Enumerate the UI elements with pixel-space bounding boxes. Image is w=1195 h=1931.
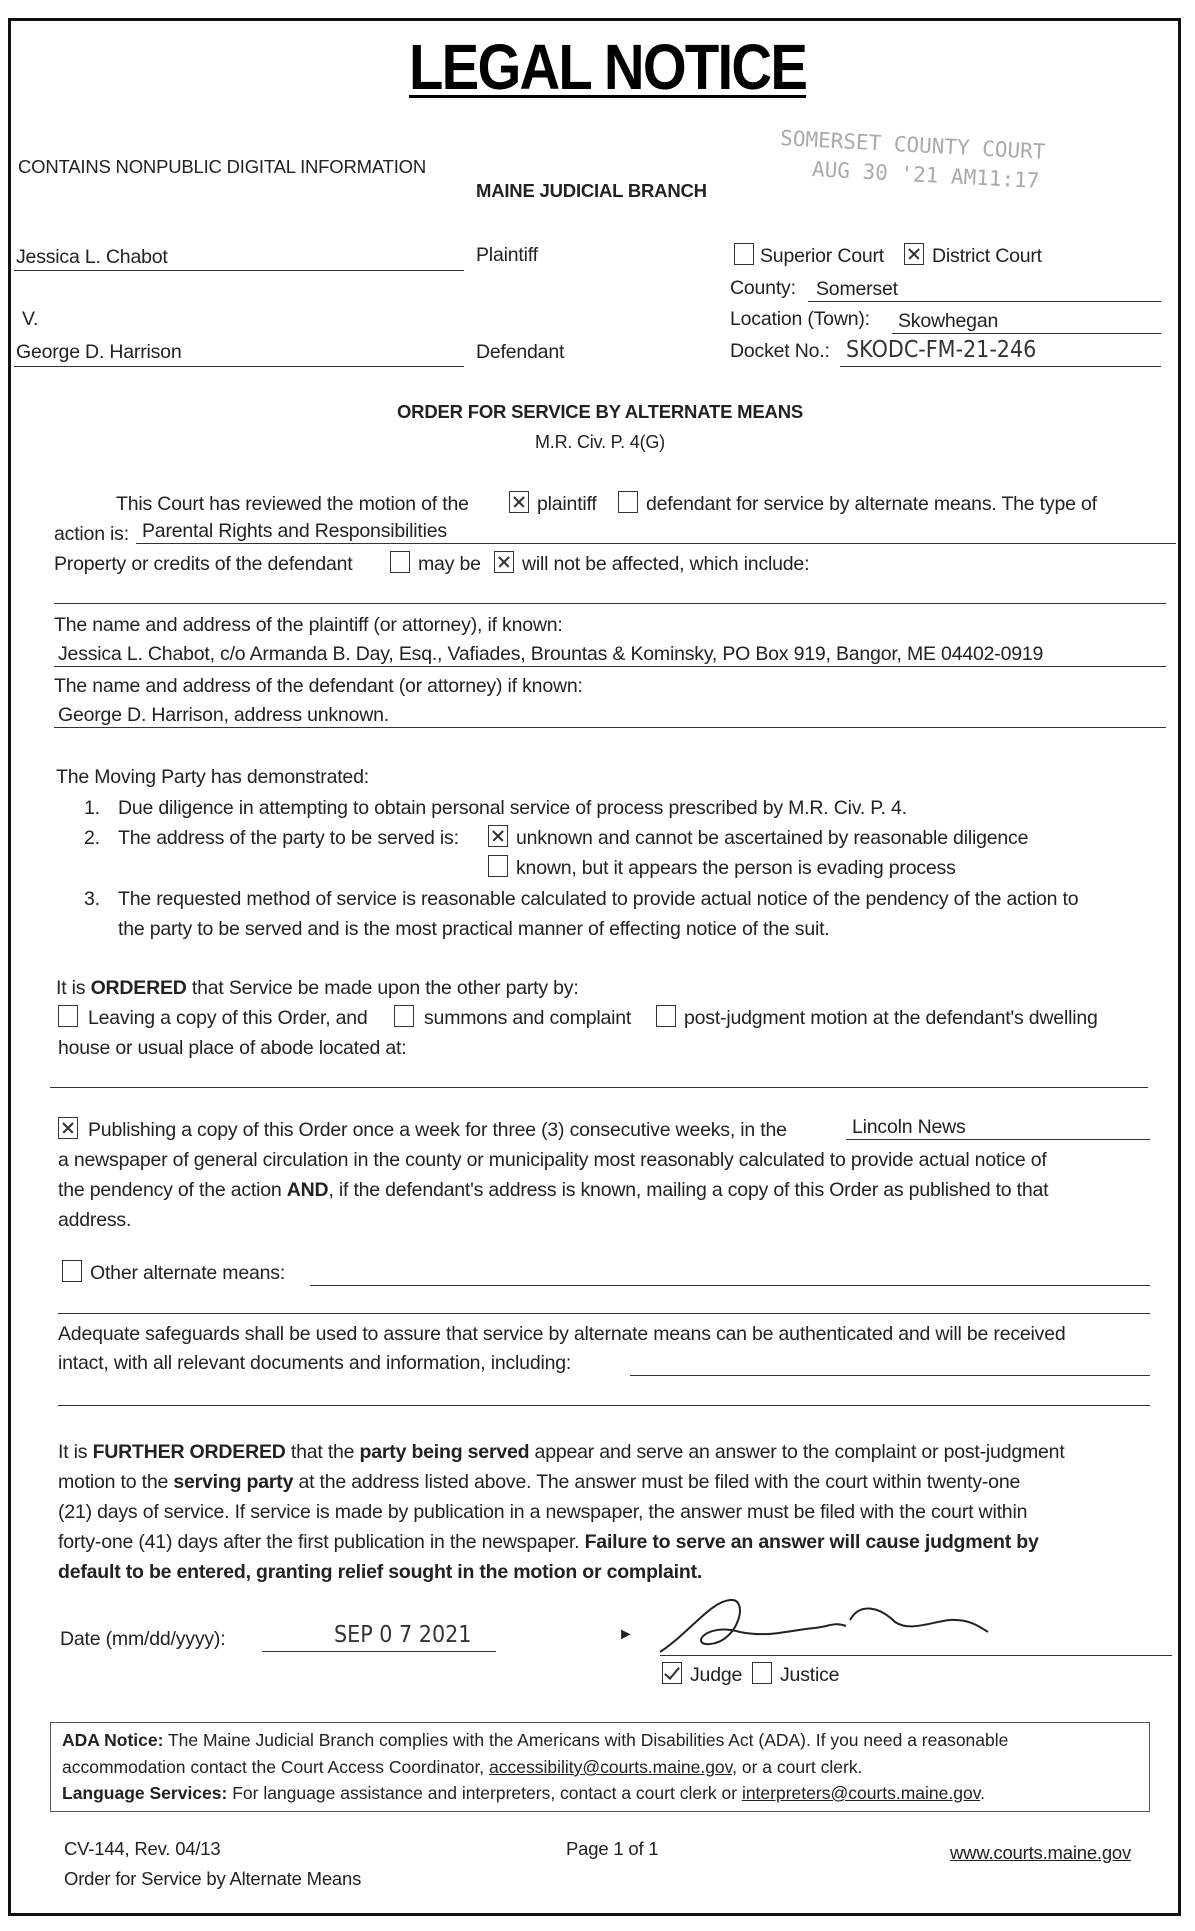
docket-label: Docket No.:: [730, 340, 830, 362]
court-stamp-line2: AUG 30 '21 AM11:17: [811, 157, 1041, 193]
defendant-address-line: [54, 727, 1166, 728]
newspaper-line: [846, 1139, 1150, 1140]
leave-copy-label: Leaving a copy of this Order, and: [88, 1007, 368, 1029]
form-name: Order for Service by Alternate Means: [64, 1868, 362, 1889]
page-title: LEGAL NOTICE: [409, 31, 807, 103]
publishing-line2: a newspaper of general circulation in the county or municipality most reasonably calculated to provide actual notice of: [58, 1149, 1047, 1171]
address-known-label: known, but it appears the person is evading process: [516, 857, 956, 879]
safeguards-line: [630, 1375, 1150, 1376]
action-label: action is:: [54, 523, 129, 545]
plaintiff-motion-checkbox[interactable]: [509, 491, 529, 513]
ada-line1: ADA Notice: The Maine Judicial Branch complies with the Americans with Disabilities Act (ADA). If you need a reasonable: [62, 1730, 1009, 1750]
signature-line: [660, 1655, 1172, 1656]
action-line: [136, 543, 1176, 544]
other-means-line: [310, 1285, 1150, 1286]
justice-checkbox[interactable]: [752, 1662, 772, 1684]
plaintiff-option: plaintiff: [537, 493, 597, 515]
ordered-text: It is ORDERED that Service be made upon the other party by:: [56, 977, 579, 999]
arrow-icon: ►: [618, 1626, 634, 1643]
versus-label: V.: [22, 308, 39, 330]
defendant-line: [14, 366, 464, 367]
further-line1: It is FURTHER ORDERED that the party being served appear and serve an answer to the complaint or post-judgment: [58, 1441, 1065, 1463]
superior-court-label: Superior Court: [760, 245, 885, 267]
plaintiff-address-value: Jessica L. Chabot, c/o Armanda B. Day, Esq., Vafiades, Brountas & Kominsky, PO Box 919, Bangor, ME 04402-0919: [58, 643, 1044, 665]
plaintiff-name: Jessica L. Chabot: [16, 246, 168, 268]
newspaper-name: Lincoln News: [852, 1116, 966, 1138]
order-heading: ORDER FOR SERVICE BY ALTERNATE MEANS: [396, 401, 803, 422]
item2-number: 2.: [84, 827, 100, 849]
defendant-option: defendant for service by alternate means. The type of: [646, 493, 1097, 515]
summons-checkbox[interactable]: [394, 1005, 414, 1027]
publishing-line3: the pendency of the action AND, if the defendant's address is known, mailing a copy of this Order as published to that: [58, 1179, 1049, 1201]
form-id: CV-144, Rev. 04/13: [64, 1838, 221, 1859]
plaintiff-line: [14, 270, 464, 271]
item3-text-line1: The requested method of service is reasonable calculated to provide actual notice of the pendency of the action to: [118, 888, 1079, 910]
post-judgment-label: post-judgment motion at the defendant's dwelling: [684, 1007, 1098, 1029]
plaintiff-address-label: The name and address of the plaintiff (or attorney), if known:: [54, 614, 563, 636]
other-means-label: Other alternate means:: [90, 1262, 286, 1284]
date-label: Date (mm/dd/yyyy):: [60, 1628, 226, 1650]
plaintiff-label: Plaintiff: [476, 244, 538, 266]
will-not-label: will not be affected, which include:: [522, 553, 810, 575]
item1-text: Due diligence in attempting to obtain personal service of process prescribed by M.R. Civ. P. 4.: [118, 797, 907, 819]
superior-court-checkbox[interactable]: [734, 243, 754, 265]
will-not-checkbox[interactable]: [494, 551, 514, 573]
branch-name: MAINE JUDICIAL BRANCH: [476, 180, 707, 201]
judge-signature: [650, 1592, 990, 1662]
may-be-label: may be: [418, 553, 481, 575]
plaintiff-address-line: [54, 666, 1166, 667]
interpreters-email-link[interactable]: interpreters@courts.maine.gov: [741, 1783, 981, 1803]
defendant-label: Defendant: [476, 341, 565, 363]
defendant-motion-checkbox[interactable]: [618, 491, 638, 513]
defendant-address-label: The name and address of the defendant (or attorney) if known:: [54, 675, 583, 697]
further-line3: (21) days of service. If service is made by publication in a newspaper, the answer must be filed with the court within: [58, 1501, 1028, 1523]
item1-number: 1.: [84, 797, 100, 819]
further-line2: motion to the serving party at the address listed above. The answer must be filed with the court within twenty-one: [58, 1471, 1021, 1493]
district-court-checkbox[interactable]: [904, 243, 924, 265]
other-means-checkbox[interactable]: [62, 1260, 82, 1282]
property-label: Property or credits of the defendant: [54, 553, 353, 575]
may-be-checkbox[interactable]: [390, 551, 410, 573]
defendant-name: George D. Harrison: [16, 341, 182, 363]
date-line: [262, 1651, 496, 1652]
item3-text-line2: the party to be served and is the most practical manner of effecting notice of the suit.: [118, 918, 830, 940]
accessibility-email-link[interactable]: accessibility@courts.maine.gov: [489, 1757, 733, 1777]
property-line: [54, 603, 1166, 604]
abode-label: house or usual place of abode located at:: [58, 1037, 407, 1059]
publishing-text: Publishing a copy of this Order once a week for three (3) consecutive weeks, in the: [88, 1119, 787, 1141]
abode-line: [50, 1087, 1148, 1088]
judge-checkbox[interactable]: [662, 1662, 682, 1684]
address-known-checkbox[interactable]: [488, 855, 508, 877]
publishing-line4: address.: [58, 1209, 132, 1231]
location-line: [892, 333, 1161, 334]
page-number: Page 1 of 1: [566, 1838, 659, 1859]
safeguards-line3: [58, 1405, 1150, 1406]
location-value: Skowhegan: [898, 310, 999, 332]
further-line5: default to be entered, granting relief sought in the motion or complaint.: [58, 1561, 703, 1583]
address-unknown-checkbox[interactable]: [488, 825, 508, 847]
county-value: Somerset: [816, 278, 898, 300]
county-line: [808, 301, 1161, 302]
nonpublic-label: CONTAINS NONPUBLIC DIGITAL INFORMATION: [18, 156, 426, 177]
other-means-line2: [58, 1313, 1150, 1314]
reviewed-text: This Court has reviewed the motion of the: [116, 493, 469, 515]
item2-text: The address of the party to be served is:: [118, 827, 459, 849]
website-link[interactable]: www.courts.maine.gov: [950, 1842, 1132, 1863]
action-value: Parental Rights and Responsibilities: [142, 520, 447, 542]
post-judgment-checkbox[interactable]: [656, 1005, 676, 1027]
ada-line2: accommodation contact the Court Access Coordinator, accessibility@courts.maine.gov, or a court clerk.: [62, 1757, 863, 1777]
defendant-address-value: George D. Harrison, address unknown.: [58, 704, 389, 726]
summons-label: summons and complaint: [424, 1007, 632, 1029]
district-court-label: District Court: [932, 245, 1042, 267]
date-value: SEP 0 7 2021: [334, 1622, 472, 1648]
justice-label: Justice: [780, 1664, 840, 1686]
item3-number: 3.: [84, 888, 100, 910]
address-unknown-label: unknown and cannot be ascertained by reasonable diligence: [516, 827, 1029, 849]
docket-value: SKODC-FM-21-246: [846, 337, 1037, 363]
ada-line3: Language Services: For language assistance and interpreters, contact a court clerk or interpreters@courts.maine.gov.: [62, 1783, 986, 1803]
location-label: Location (Town):: [730, 308, 870, 330]
demonstrated-intro: The Moving Party has demonstrated:: [56, 766, 369, 788]
judge-label: Judge: [690, 1664, 743, 1686]
court-stamp-line1: SOMERSET COUNTY COURT: [779, 126, 1046, 164]
leave-copy-checkbox[interactable]: [58, 1005, 78, 1027]
safeguards-line1: Adequate safeguards shall be used to assure that service by alternate means can be authenticated and will be received: [58, 1323, 1066, 1345]
docket-line: [840, 366, 1161, 367]
further-line4: forty-one (41) days after the first publication in the newspaper. Failure to serve an answer will cause judgment by: [58, 1531, 1039, 1553]
publishing-checkbox[interactable]: [58, 1117, 78, 1139]
safeguards-line2: intact, with all relevant documents and information, including:: [58, 1352, 572, 1374]
county-label: County:: [730, 277, 796, 299]
order-rule: M.R. Civ. P. 4(G): [535, 432, 665, 452]
